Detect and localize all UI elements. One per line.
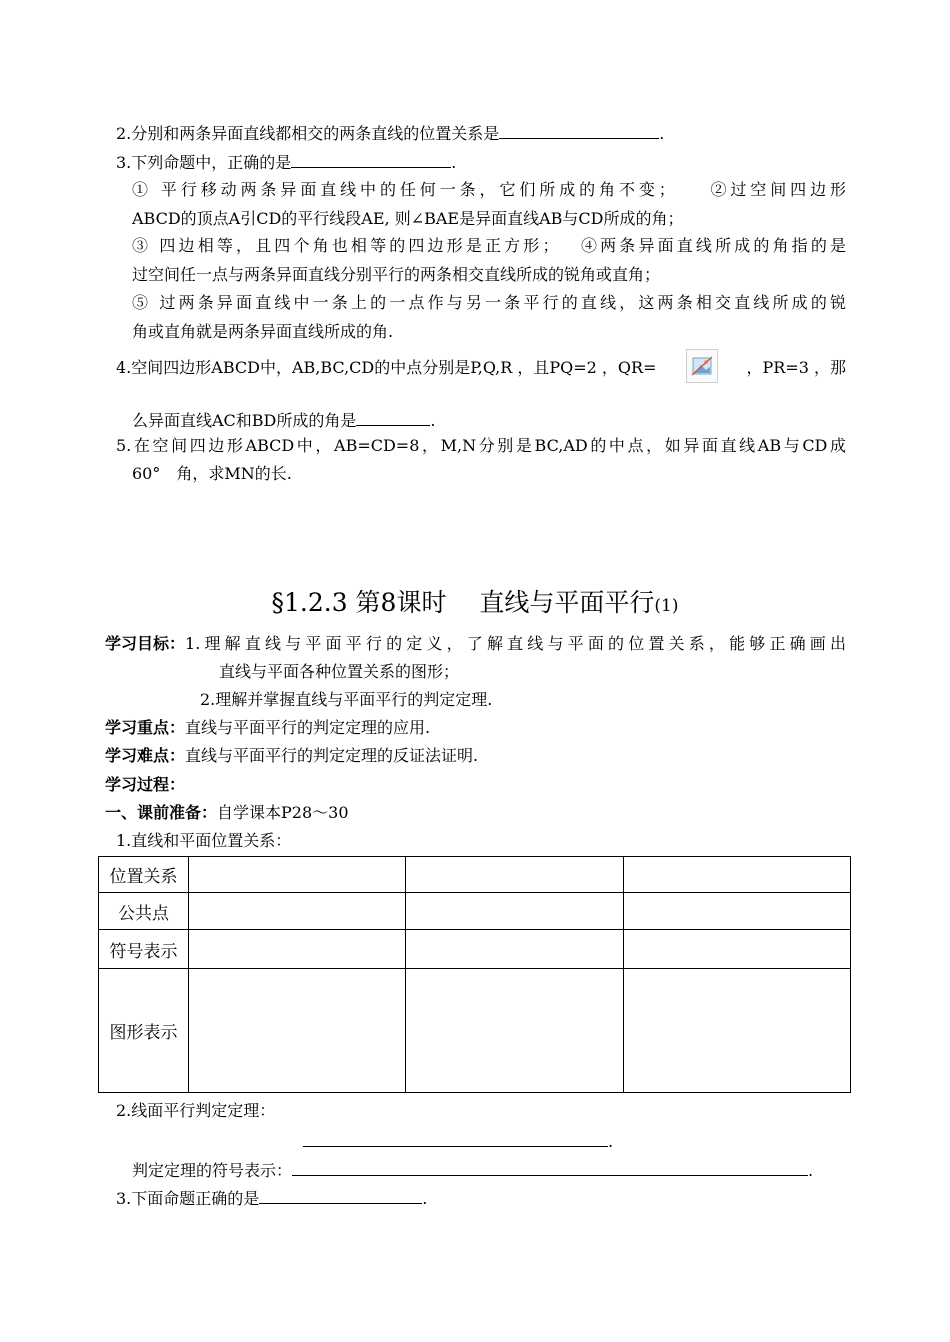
question-3-option-line: 角或直角就是两条异面直线所成的角.: [132, 322, 394, 341]
answer-blank[interactable]: [499, 121, 659, 139]
table-cell[interactable]: [624, 969, 851, 1093]
question-5: 5.在空间四边形ABCD中，AB=CD=8，M,N分别是BC,AD的中点，如异面直线AB与CD成: [116, 436, 846, 455]
question-3: 3.下列命题中，正确的是 .: [116, 150, 456, 172]
question-3-option-line: ③ 四边相等，且四个角也相等的四边形是正方形； ④两条异面直线所成的角指的是: [132, 236, 846, 255]
goal-2: 2.理解并掌握直线与平面平行的判定定理.: [200, 690, 493, 709]
table-row: [99, 857, 851, 893]
table-cell[interactable]: [189, 969, 406, 1093]
table-cell[interactable]: [624, 930, 851, 969]
question-4: [116, 351, 846, 385]
answer-blank[interactable]: [356, 408, 430, 426]
table-row: [99, 893, 851, 930]
question-4-text-cont: ，PR=3 ，那: [746, 358, 846, 378]
goal-1-line-1: 1.理解直线与平面平行的定义，了解直线与平面的位置关系，能够正确画出: [185, 634, 846, 653]
item-3: 3.下面命题正确的是 .: [116, 1186, 427, 1208]
table-cell[interactable]: [406, 893, 624, 930]
table-cell[interactable]: [406, 969, 624, 1093]
table-cell[interactable]: [189, 857, 406, 893]
answer-blank[interactable]: [259, 1186, 422, 1204]
row-header: 符号表示: [99, 930, 189, 969]
goal-1-line-2: 直线与平面各种位置关系的图形；: [219, 662, 460, 681]
table-cell[interactable]: [189, 893, 406, 930]
position-relation-table: [98, 856, 851, 1093]
row-header: 位置关系: [99, 857, 189, 893]
question-4-line-2: 么异面直线AC和BD所成的角是 .: [132, 408, 435, 430]
answer-blank[interactable]: [303, 1129, 608, 1147]
question-4-text: 4.空间四边形ABCD中，AB,BC,CD的中点分别是P,Q,R ，且PQ=2 ，QR=: [116, 358, 657, 378]
table-row: [99, 930, 851, 969]
question-3-option-line: ABCD的顶点A引CD的平行线段AE, 则∠BAE是异面直线AB与CD所成的角；: [132, 209, 684, 228]
question-3-option-line: 过空间任一点与两条异面直线分别平行的两条相交直线所成的锐角或直角；: [132, 265, 661, 284]
learning-difficulty: 学习难点：直线与平面平行的判定定理的反证法证明.: [105, 746, 479, 765]
question-2: 2.分别和两条异面直线都相交的两条直线的位置关系是 .: [116, 121, 664, 143]
question-3-option-line: ① 平行移动两条异面直线中的任何一条，它们所成的角不变； ②过空间四边形: [132, 180, 846, 199]
row-header: 公共点: [99, 893, 189, 930]
item-1: 1.直线和平面位置关系：: [116, 831, 292, 850]
question-3-text: 3.下列命题中，正确的是: [116, 153, 292, 172]
table-cell[interactable]: [189, 930, 406, 969]
answer-blank[interactable]: [292, 1158, 808, 1176]
learning-goals-label: 学习目标：: [105, 634, 186, 653]
question-3-option-line: ⑤ 过两条异面直线中一条上的一点作与另一条平行的直线，这两条相交直线所成的锐: [132, 293, 846, 312]
broken-image-icon: [686, 349, 718, 383]
item-2: 2.线面平行判定定理：: [116, 1101, 276, 1120]
row-header: 图形表示: [99, 969, 189, 1093]
pre-class-prep: 一、课前准备：自学课本P28～30: [105, 803, 349, 822]
question-5-line-2: 60° 角，求MN的长.: [132, 464, 292, 483]
table-cell[interactable]: [406, 857, 624, 893]
theorem-symbol: 判定定理的符号表示： .: [132, 1158, 813, 1180]
section-title: §1.2.3 第8课时 直线与平面平行(1): [271, 588, 679, 617]
table-row: [99, 969, 851, 1093]
table-cell[interactable]: [624, 893, 851, 930]
learning-process-label: 学习过程：: [105, 775, 186, 794]
table-cell[interactable]: [406, 930, 624, 969]
answer-blank[interactable]: [291, 150, 451, 168]
theorem-line: .: [303, 1129, 613, 1151]
learning-focus: 学习重点：直线与平面平行的判定定理的应用.: [105, 718, 431, 737]
table-cell[interactable]: [624, 857, 851, 893]
learning-goals: [105, 634, 846, 653]
question-2-text: 2.分别和两条异面直线都相交的两条直线的位置关系是: [116, 124, 500, 143]
